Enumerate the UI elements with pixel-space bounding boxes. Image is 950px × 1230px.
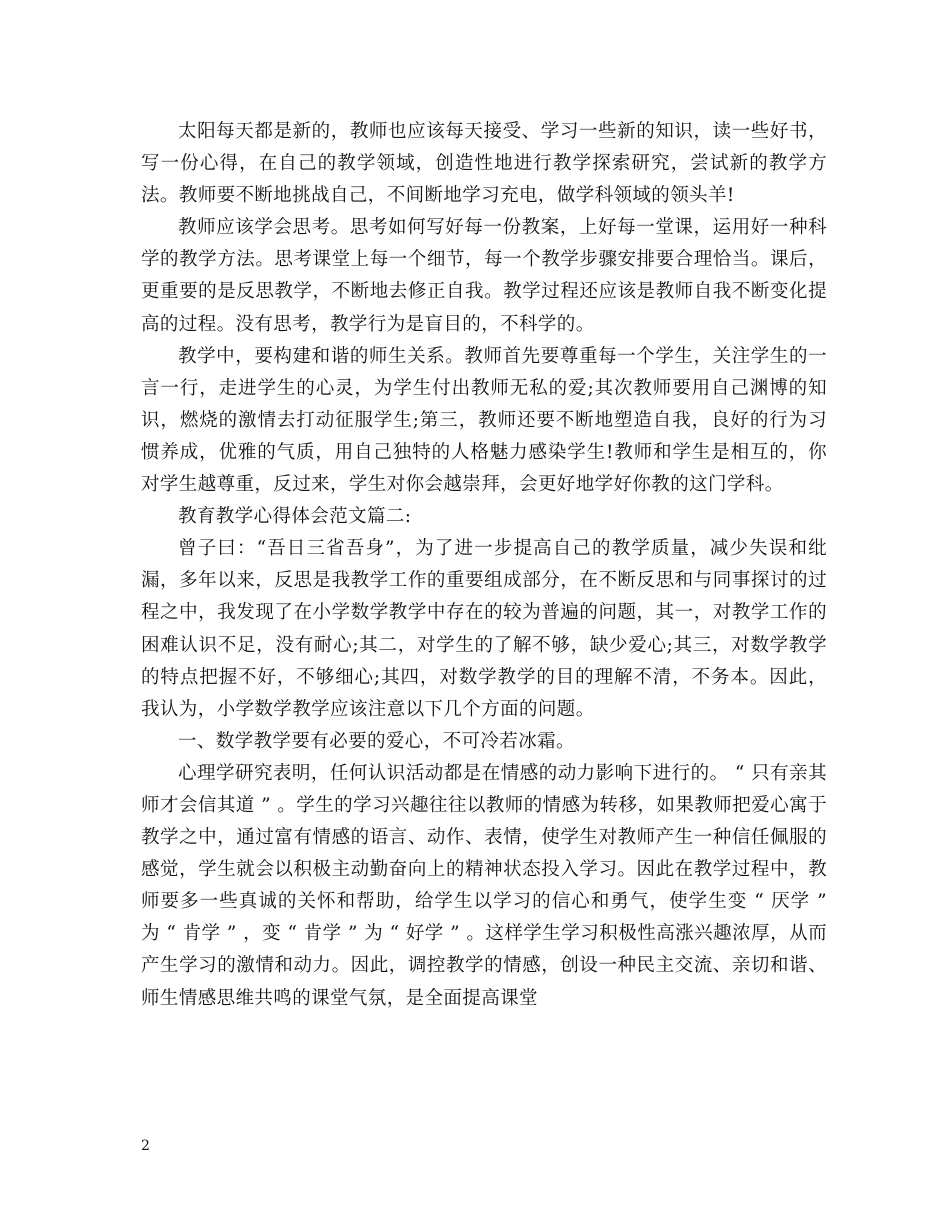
section-heading-essay-two: 教育教学心得体会范文篇二:: [178, 506, 412, 528]
paragraph-psychology-emotion: 心理学研究表明，任何认识活动都是在情感的动力影响下进行的。 “ 只有亲其师才会信其道 ” 。学生的学习兴趣往往以教师的情感为转移，如果教师把爱心寓于教学之中，通过富有情感的语言、动作、表情，使学生对教师产生一种信任佩服的感觉，学生就会以积极主动勤奋向上的精神状态投入学习。因此在教学过程中，教师要多一些真诚的关怀和帮助，给学生以学习的信心和勇气，使学生变 “ 厌学 ” 为 “ 肯学 ” ，变 “ 肯学 ” 为 “ 好学 ” 。这样学生学习积极性高涨兴趣浓厚，从而产生学习的激情和动力。因此，调控教学的情感，创设一种民主交流、亲切和谐、师生情感思维共鸣的课堂气氛，是全面提高课堂: [141, 762, 827, 1009]
subheading-love-in-teaching: 一、数学教学要有必要的爱心，不可冷若冰霜。: [178, 730, 575, 752]
paragraph-sun-new-knowledge: 太阳每天都是新的，教师也应该每天接受、学习一些新的知识，读一些好书，写一份心得，在自己的教学领域，创造性地进行教学探索研究，尝试新的教学方法。教师要不断地挑战自己，不间断地学习充电，做学科领域的领头羊!: [141, 121, 827, 207]
paragraph-learn-to-think: 教师应该学会思考。思考如何写好每一份教案，上好每一堂课，运用好一种科学的教学方法。思考课堂上每一个细节，每一个教学步骤安排要合理恰当。课后，更重要的是反思教学，不断地去修正自我。教学过程还应该是教师自我不断变化提高的过程。没有思考，教学行为是盲目的，不科学的。: [141, 217, 827, 335]
page-number: 2: [141, 1138, 150, 1154]
document-body: [141, 116, 827, 1015]
paragraph-teacher-student-relationship: 教学中，要构建和谐的师生关系。教师首先要尊重每一个学生，关注学生的一言一行，走进学生的心灵，为学生付出教师无私的爱;其次教师要用自己渊博的知识，燃烧的激情去打动征服学生;第三，教师还要不断地塑造自我，良好的行为习惯养成，优雅的气质，用自己独特的人格魅力感染学生!教师和学生是相互的，你对学生越尊重，反过来，学生对你会越崇拜，会更好地学好你教的这门学科。: [141, 345, 827, 496]
paragraph-zengzi-reflection: 曾子曰：“吾日三省吾身”，为了进一步提高自己的教学质量，减少失误和纰漏，多年以来，反思是我教学工作的重要组成部分，在不断反思和与同事探讨的过程之中，我发现了在小学数学教学中存在的较为普遍的问题，其一，对教学工作的困难认识不足，没有耐心;其二，对学生的了解不够，缺少爱心;其三，对数学教学的特点把握不好，不够细心;其四，对数学教学的目的理解不清，不务本。因此，我认为，小学数学教学应该注意以下几个方面的问题。: [141, 538, 827, 720]
